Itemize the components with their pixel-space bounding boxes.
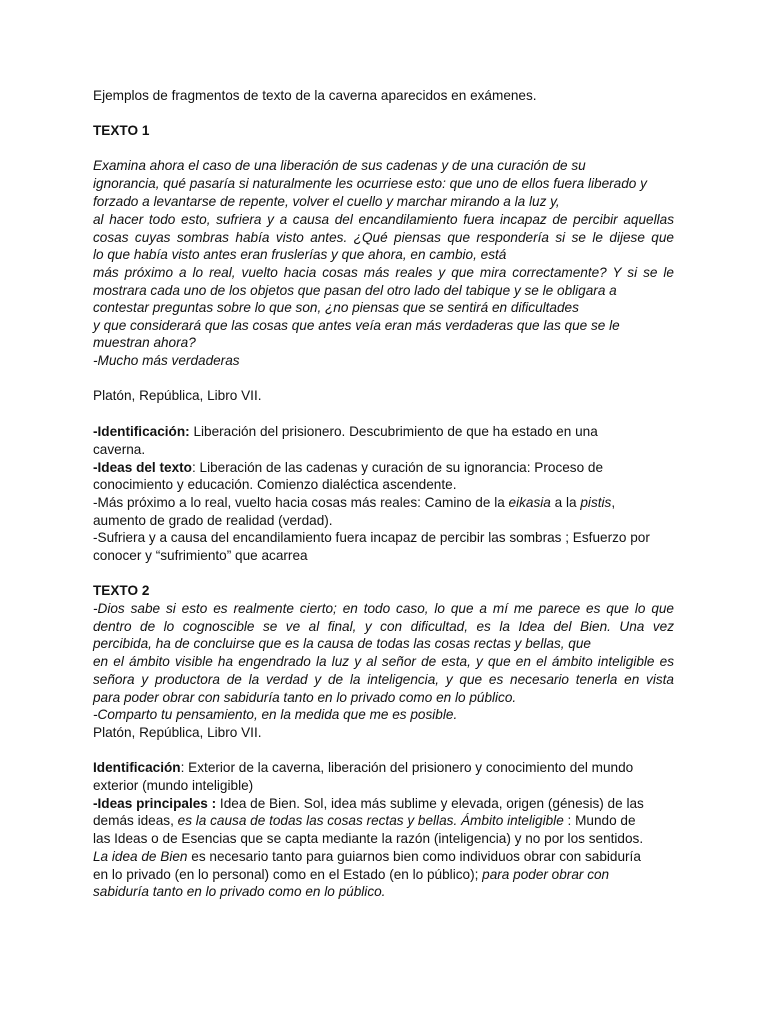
- ideas-text: demás ideas,: [93, 813, 178, 828]
- texto1-quote-line: más próximo a lo real, vuelto hacia cosas más reales y que mira correctamente? Y si se le: [93, 265, 674, 280]
- eikasia-term: eikasia: [508, 495, 551, 510]
- pistis-term: pistis: [580, 495, 612, 510]
- texto1-sufriera: -Sufriera y a causa del encandilamiento fuera incapaz de percibir las sombras ; Esfuerzo por: [93, 530, 650, 545]
- texto2-title: TEXTO 2: [93, 583, 150, 598]
- texto2-ideas-cont: [93, 812, 636, 830]
- ideas-text: Idea de Bien. Sol, idea más sublime y elevada, origen (génesis) de las: [216, 796, 644, 811]
- texto2-ideas-cont: [93, 848, 641, 866]
- texto2-quote-line: para poder obrar con sabiduría tanto en lo privado como en lo público.: [93, 690, 517, 705]
- texto1-sufriera-cont: conocer y “sufrimiento” que acarrea: [93, 548, 308, 563]
- texto2-ideas-cont: sabiduría tanto en lo privado como en lo público.: [93, 884, 386, 899]
- texto2-source: Platón, República, Libro VII.: [93, 725, 262, 740]
- texto1-quote-line: y que considerará que las cosas que antes veía eran más verdaderas que las que se le: [93, 318, 620, 333]
- texto2-quote-line: en el ámbito visible ha engendrado la luz y al señor de esta, y que en el ámbito inteligible es: [93, 654, 674, 669]
- texto2-ideas-cont: las Ideas o de Esencias que se capta mediante la razón (inteligencia) y no por los sentidos.: [93, 831, 644, 846]
- texto1-identificacion: [93, 423, 598, 441]
- texto1-quote-line: mostrara cada uno de los objetos que pasan del otro lado del tabique y se le obligara a: [93, 283, 617, 298]
- texto1-quote-line: al hacer todo esto, sufriera y a causa del encandilamiento fuera incapaz de percibir aquellas: [93, 212, 674, 227]
- proximo-mid: a la: [550, 495, 581, 510]
- texto1-identificacion-cont: caverna.: [93, 442, 146, 457]
- texto1-quote-line: -Mucho más verdaderas: [93, 353, 240, 368]
- identificacion-label: Identificación: [93, 760, 181, 775]
- texto1-ideas-cont: conocimiento y educación. Comienzo dialéctica ascendente.: [93, 477, 457, 492]
- identificacion-text: Liberación del prisionero. Descubrimiento de que ha estado en una: [189, 424, 598, 439]
- proximo-text: -Más próximo a lo real, vuelto hacia cosas más reales: Camino de la: [93, 495, 509, 510]
- texto2-quote-line: -Comparto tu pensamiento, en la medida que me es posible.: [93, 707, 458, 722]
- ideas-text: en lo privado (en lo personal) como en el Estado (en lo público);: [93, 867, 483, 882]
- texto1-source: Platón, República, Libro VII.: [93, 388, 262, 403]
- texto2-quote-line: -Dios sabe si esto es realmente cierto; en todo caso, lo que a mí me parece es que lo que: [93, 601, 674, 616]
- texto1-proximo-cont: aumento de grado de realidad (verdad).: [93, 513, 333, 528]
- ideas-label: -Ideas principales :: [93, 796, 217, 811]
- ideas-italic: para poder obrar con: [482, 867, 610, 882]
- texto2-quote-line: señora y productora de la verdad y de la inteligencia, y que es necesario tenerla en vista: [93, 672, 674, 687]
- texto2-identificacion: [93, 759, 633, 777]
- texto2-quote-line: dentro de lo cognoscible se ve al final, y con dificultad, es la Idea del Bien. Una vez: [93, 619, 674, 634]
- texto2-identificacion-cont: exterior (mundo inteligible): [93, 778, 254, 793]
- document-heading: Ejemplos de fragmentos de texto de la caverna aparecidos en exámenes.: [93, 88, 537, 103]
- ideas-text: : Liberación de las cadenas y curación de su ignorancia: Proceso de: [191, 460, 604, 475]
- texto1-quote-line: lo que había visto antes eran fruslerías y que ahora, en cambio, está: [93, 247, 507, 262]
- identificacion-label: -Identificación:: [93, 424, 190, 439]
- texto1-proximo: [93, 494, 615, 512]
- texto1-quote-line: muestran ahora?: [93, 335, 196, 350]
- ideas-italic: La idea de Bien: [93, 849, 188, 864]
- texto1-quote-line: ignorancia, qué pasaría si naturalmente les ocurriese esto: que uno de ellos fuera liberado y: [93, 176, 647, 191]
- texto1-quote-line: cosas cuyas sombras había visto antes. ¿Qué piensas que respondería si se le dijese que: [93, 230, 674, 245]
- ideas-italic: es la causa de todas las cosas rectas y bellas. Ámbito inteligible: [177, 813, 564, 828]
- identificacion-text: : Exterior de la caverna, liberación del prisionero y conocimiento del mundo: [180, 760, 634, 775]
- ideas-text: es necesario tanto para guiarnos bien como individuos obrar con sabiduría: [187, 849, 641, 864]
- texto1-quote-line: contestar preguntas sobre lo que son, ¿no piensas que se sentirá en dificultades: [93, 300, 579, 315]
- ideas-text: : Mundo de: [563, 813, 636, 828]
- texto1-quote-line: forzado a levantarse de repente, volver el cuello y marchar mirando a la luz y,: [93, 194, 560, 209]
- texto2-ideas: [93, 795, 644, 813]
- texto2-quote-line: percibida, ha de concluirse que es la causa de todas las cosas rectas y bellas, que: [93, 636, 591, 651]
- ideas-label: -Ideas del texto: [93, 460, 192, 475]
- texto1-quote-line: Examina ahora el caso de una liberación de sus cadenas y de una curación de su: [93, 158, 586, 173]
- texto2-ideas-cont: [93, 866, 609, 884]
- texto1-title: TEXTO 1: [93, 123, 150, 138]
- proximo-post: ,: [611, 495, 616, 510]
- texto1-ideas: [93, 459, 603, 477]
